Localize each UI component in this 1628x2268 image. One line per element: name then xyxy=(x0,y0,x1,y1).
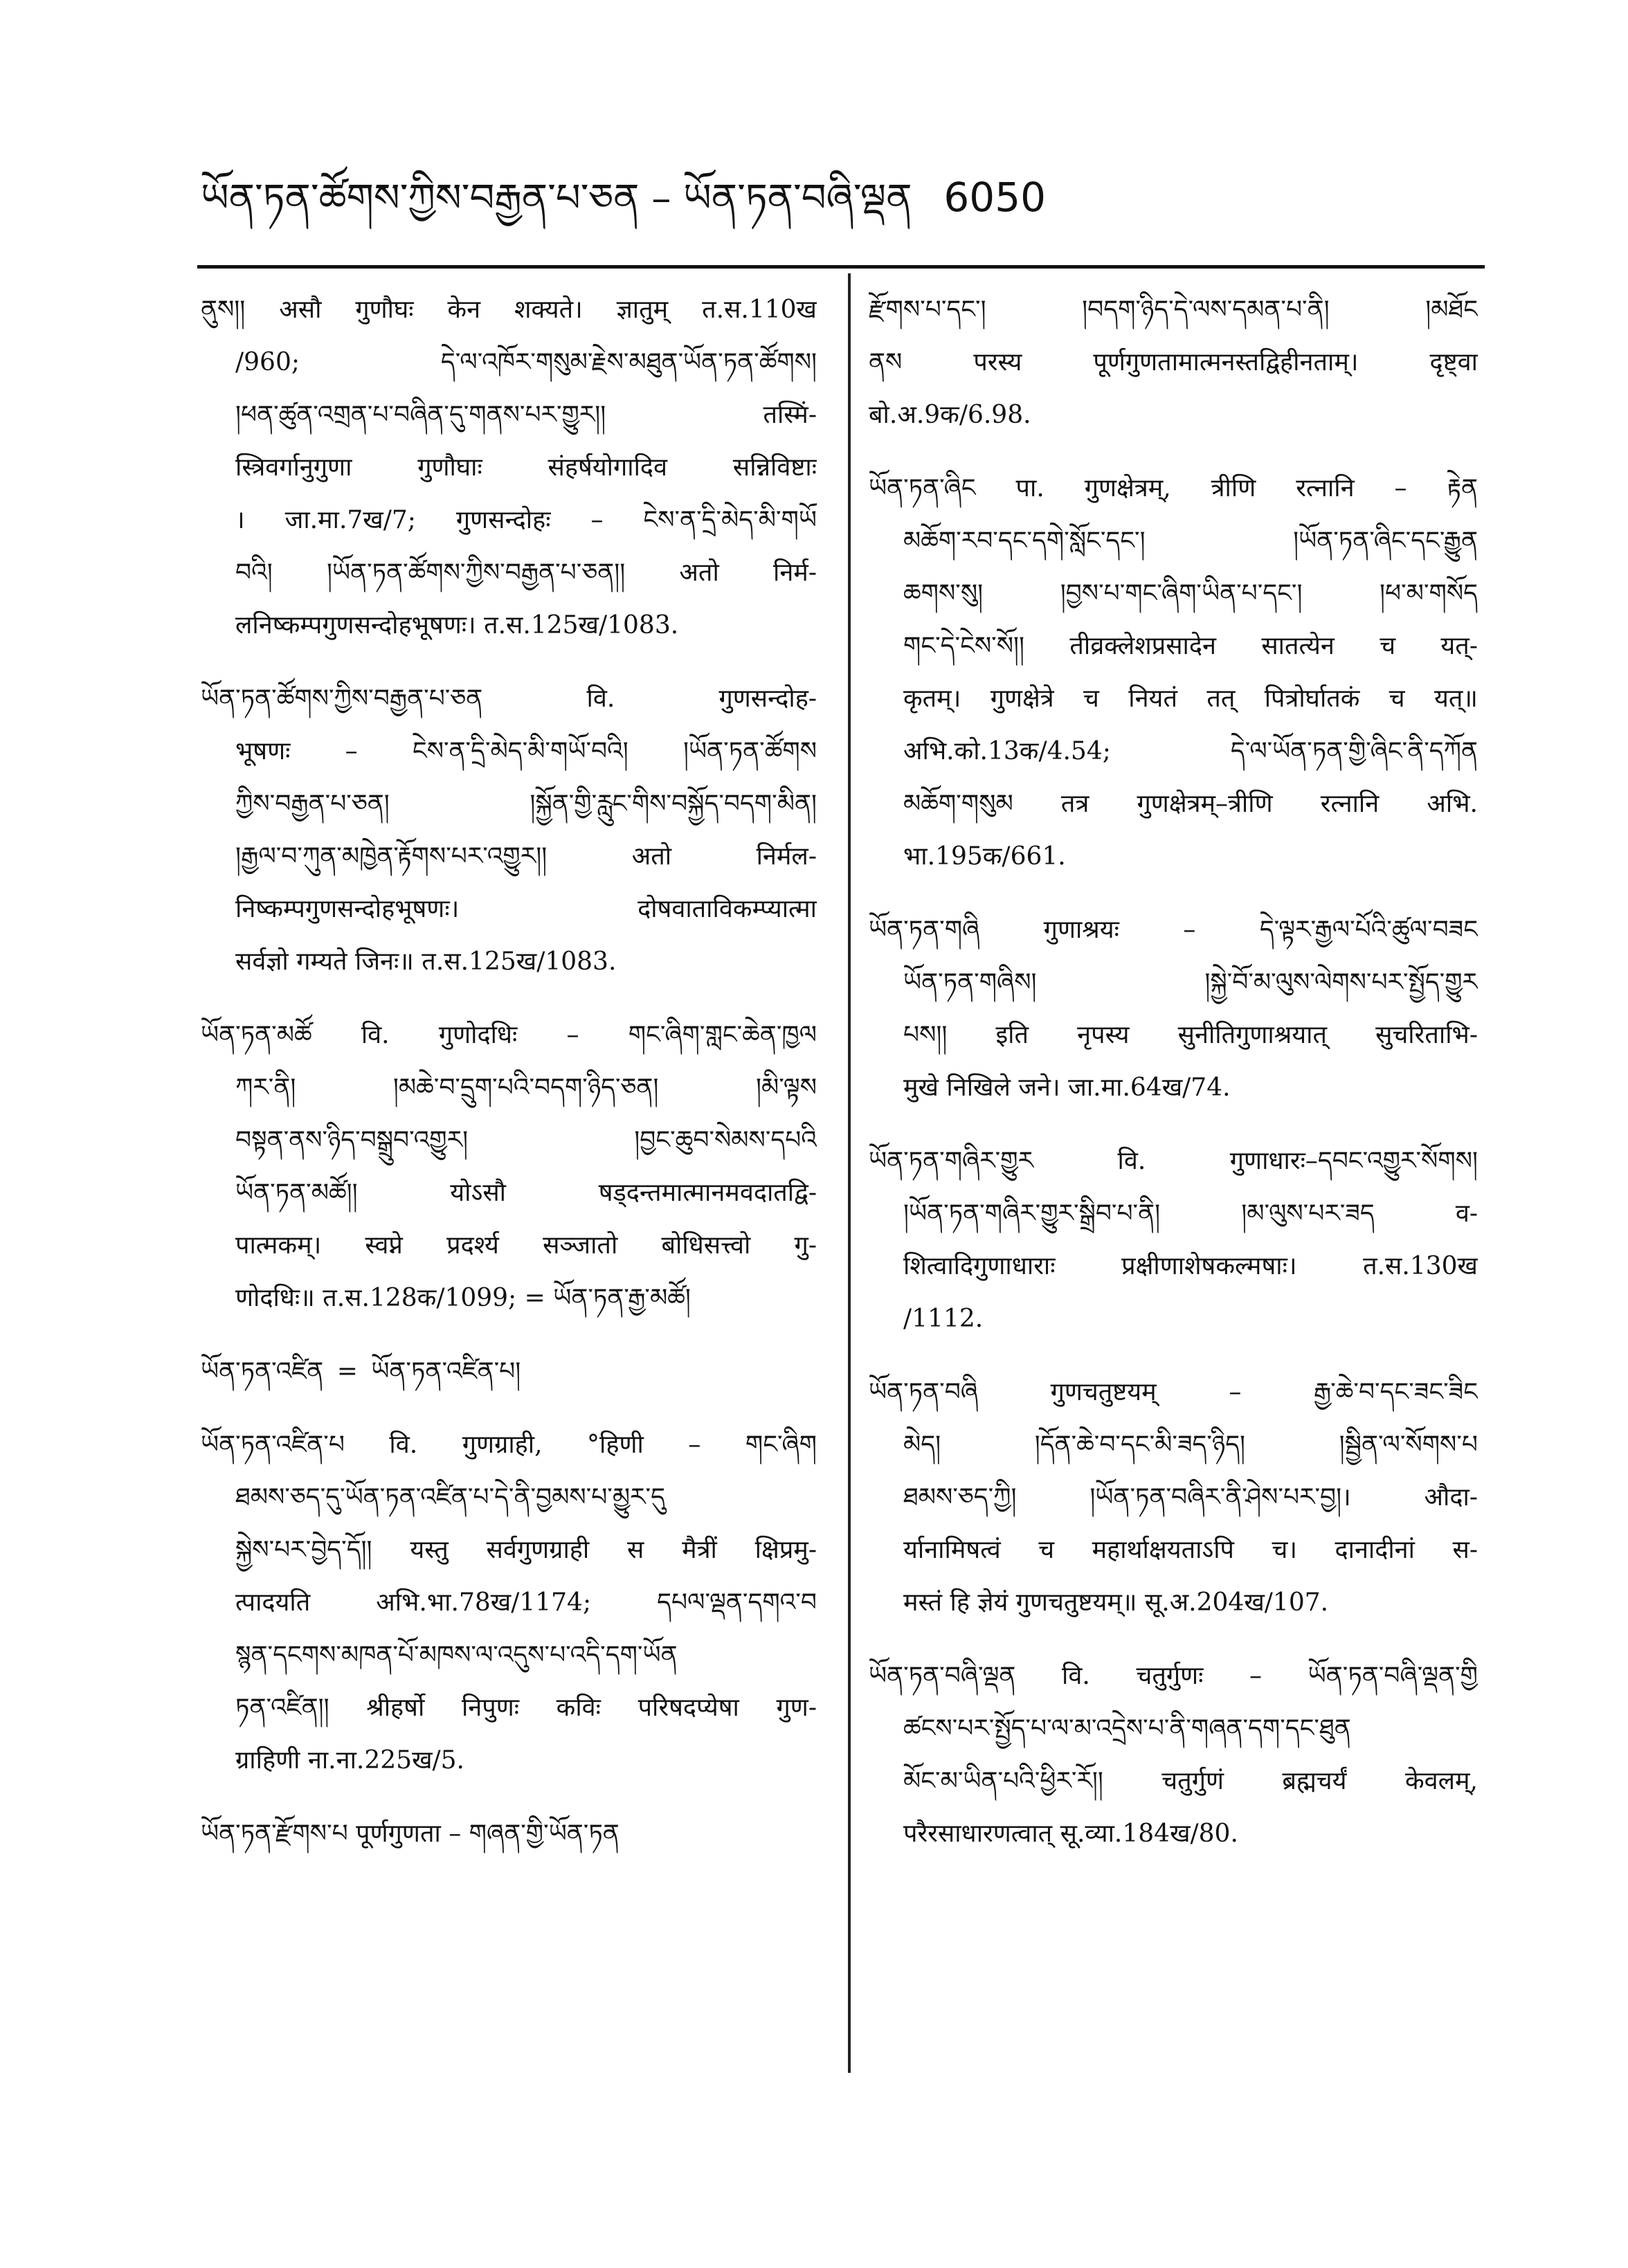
entry-text-line: གང་དེ་ངེས་སོ།། तीव्रक्लेशप्रसादेन सातत्येन च यत्- xyxy=(903,632,1478,660)
entry-text-line: ཀར་ནི། །མཆེ་བ་དྲུག་པའི་བདག་ཉིད་ཅན། །མི་ལྟས xyxy=(235,1073,817,1102)
entry-gap xyxy=(201,652,817,673)
dictionary-entry xyxy=(869,284,1478,442)
entry-gap xyxy=(201,988,817,1009)
entry-text-line: མཆོག་རབ་དང་དགེ་སློང་དང་། །ཡོན་ཏན་ཞིང་དང་རྒྱུན xyxy=(903,527,1478,555)
entry-text-line: र्यानामिषत्वं च महार्थाक्षयताऽपि च। दानादीनां स- xyxy=(903,1536,1478,1564)
entry-text-line: མེད། །དོན་ཆེ་བ་དང་མི་ཟད་ཉིད། །སྦྱིན་ལ་སོགས་པ xyxy=(903,1431,1478,1459)
entry-text-line: རྫོགས་པ་དང་། །བདག་ཉིད་དེ་ལས་དམན་པ་ནི། །མཐོང xyxy=(869,296,1478,324)
entry-text-line: कृतम्। गुणक्षेत्रे च नियतं तत् पित्रोर्घातकं च यत्॥ xyxy=(903,684,1478,713)
entry-text-line: ཐམས་ཅད་ཀྱི། །ཡོན་ཏན་བཞིར་ནི་ཤེས་པར་བྱ།। औदा- xyxy=(903,1483,1478,1512)
entry-headword-line: ཡོན་ཏན་འཛིན་པ वि. गुणग्राही, °हिणी – གང་ཞིག xyxy=(201,1431,817,1459)
entry-headword-line: ཡོན་ཏན་ཞིང पा. गुणक्षेत्रम्, त्रीणि रत्नानि – རྟེན xyxy=(869,474,1478,502)
entry-headword-line: ཡོན་ཏན་ཚོགས་ཀྱིས་བརྒྱན་པ་ཅན वि. गुणसन्दोह- xyxy=(201,684,817,713)
entry-headword-line: ཡོན་ཏན་བཞི་ལྡན वि. चतुर्गुणः – ཡོན་ཏན་བཞི་ལྡན་གྱི xyxy=(869,1662,1478,1690)
left-column xyxy=(201,284,817,1860)
dictionary-entry xyxy=(201,1808,817,1860)
entry-text-line: अभि.को.13क/4.54; དེ་ལ་ཡོན་ཏན་གྱི་ཞིང་ནི་དཀོན xyxy=(903,737,1478,765)
entry-headword-line: ནུས།། असौ गुणौघः केन शक्यते। ज्ञातुम् त.स.110ख xyxy=(201,296,817,324)
entry-text-line: མཆོག་གསུམ तत्र गुणक्षेत्रम्–त्रीणि रत्नानि अभि. xyxy=(903,790,1478,818)
entry-text-line: भा.195क/661. xyxy=(903,842,1066,871)
entry-gap xyxy=(201,1325,817,1345)
dictionary-entry xyxy=(869,1366,1478,1629)
entry-text-line: །རྒྱལ་བ་ཀུན་མཁྱེན་རྟོགས་པར་འགྱུར།། अतो निर्मल- xyxy=(235,842,817,871)
entry-text-line: ཏན་འཛིན།། श्रीहर्षो निपुणः कविः परिषदप्येषा गुण- xyxy=(235,1694,817,1722)
entry-text-line: मुखे निखिले जने। जा.मा.64ख/74. xyxy=(903,1073,1231,1102)
page-number: 6050 xyxy=(943,174,1047,221)
dictionary-entry xyxy=(201,673,817,988)
entry-text-line: ཆགས་སུ། །བྱས་པ་གང་ཞིག་ཡིན་པ་དང་། །ཕ་མ་གསོད xyxy=(903,579,1478,608)
entry-headword-line: ཡོན་ཏན་རྫོགས་པ पूर्णगुणता – གཞན་གྱི་ཡོན་ཏན xyxy=(201,1820,619,1848)
entry-text-line: ग्राहिणी ना.ना.225ख/5. xyxy=(235,1746,464,1775)
dictionary-entry xyxy=(201,1419,817,1787)
entry-text-line: སྙན་དངགས་མཁན་པོ་མཁས་ལ་འདུས་པ་འདི་དག་ཡོན xyxy=(235,1641,678,1669)
dictionary-entry xyxy=(869,462,1478,883)
entry-headword-line: ཡོན་ཏན་བཞི गुणचतुष्टयम् – རྒྱ་ཆེ་བ་དང་ཟང་ཟིང xyxy=(869,1378,1478,1406)
entry-gap xyxy=(201,1787,817,1808)
entry-text-line: /960; དེ་ལ་འཁོར་གསུམ་རྗེས་མཐུན་ཡོན་ཏན་ཚོགས། xyxy=(235,348,817,377)
entry-text-line: परैरसाधारणत्वात् सू.व्या.184ख/80. xyxy=(903,1820,1238,1848)
entry-headword-line: ཡོན་ཏན་འཛིན = ཡོན་ཏན་འཛིན་པ། xyxy=(201,1357,521,1386)
entry-gap xyxy=(869,1345,1478,1366)
dictionary-entry xyxy=(869,1650,1478,1860)
entry-headword-line: ཡོན་ཏན་མཚོ वि. गुणोदधिः – གང་ཞིག་གླང་ཆེན་ཁྱལ xyxy=(201,1021,817,1049)
entry-gap xyxy=(201,1398,817,1419)
entry-text-line: लनिष्कम्पगुणसन्दोहभूषणः। त.स.125ख/1083. xyxy=(235,611,679,639)
entry-text-line: །ཕན་ཚུན་འགྲན་པ་བཞིན་དུ་གནས་པར་གྱུར།། तस्मिं- xyxy=(235,401,817,429)
entry-text-line: । जा.मा.7ख/7; गुणसन्दोहः – ངེས་ན་དྲི་མེད་མི་གཡོ xyxy=(235,506,817,534)
column-divider xyxy=(848,273,851,2073)
page-header xyxy=(201,156,1308,239)
entry-text-line: त्पादयति अभि.भा.78ख/1174; དཔལ་ལྡན་དགའ་བ xyxy=(235,1588,817,1617)
entry-text-line: ཡོན་ཏན་གཞིས། །སྐྱེ་བོ་མ་ལུས་ལེགས་པར་སྤྱོད་གྱུར xyxy=(903,968,1478,997)
entry-text-line: सर्वज्ञो गम्यते जिनः॥ त.स.125ख/1083. xyxy=(235,947,617,976)
right-column xyxy=(869,284,1478,1860)
entry-text-line: भूषणः – ངེས་ན་དྲི་མེད་མི་གཡོ་བའི། །ཡོན་ཏན་ཚོགས xyxy=(235,737,817,765)
entry-text-line: निष्कम्पगुणसन्दोहभूषणः। दोषवाताविकम्प्यात्मा xyxy=(235,895,817,923)
entry-text-line: ཚངས་པར་སྤྱོད་པ་ལ་མ་འདྲེས་པ་ནི་གཞན་དག་དང་ཐུན xyxy=(903,1714,1351,1743)
entry-gap xyxy=(869,883,1478,904)
entry-text-line: ཐམས་ཅད་དུ་ཡོན་ཏན་འཛིན་པ་དེ་ནི་བྱམས་པ་མྱུར་དུ xyxy=(235,1483,665,1512)
entry-text-line: /1112. xyxy=(903,1305,984,1333)
dictionary-entry xyxy=(201,1009,817,1325)
dictionary-entry xyxy=(201,284,817,652)
entry-text-line: །ཡོན་ཏན་གཞིར་གྱུར་སྒྲིབ་པ་ནི། །མ་ལུས་པར་ཟད व- xyxy=(903,1199,1478,1228)
entry-text-line: པས།། इति नृपस्य सुनीतिगुणाश्रयात् सुचरिताभि- xyxy=(903,1021,1478,1049)
entry-text-line: སྐྱེས་པར་བྱེད་དོ།། यस्तु सर्वगुणग्राही स मैत्रीं क्षिप्रमु- xyxy=(235,1536,817,1564)
entry-text-line: पात्मकम्। स्वप्ने प्रदर्श्य सञ्जातो बोधिसत्त्वो गु- xyxy=(235,1231,817,1260)
entry-text-line: शित्वादिगुणाधाराः प्रक्षीणाशेषकल्मषाः। त.स.130ख xyxy=(903,1252,1478,1280)
entry-text-line: ཡོན་ཏན་མཚོ།། योऽसौ षड्दन्तमात्मानमवदातद्वि- xyxy=(235,1179,817,1207)
dictionary-entry xyxy=(869,904,1478,1114)
entry-text-line: स्त्रिवर्गानुगुणा गुणौघाः संहर्षयोगादिव सन्निविष्टाः xyxy=(235,453,817,482)
entry-headword-line: ཡོན་ཏན་གཞི गुणाश्रयः – དེ་ལྟར་རྒྱལ་པོའི་ཚུལ་བཟང xyxy=(869,916,1478,944)
entry-text-line: बो.अ.9क/6.98. xyxy=(869,401,1031,429)
entry-text-line: णोदधिः॥ त.स.128क/1099; = ཡོན་ཏན་རྒྱ་མཚོ། xyxy=(235,1284,691,1312)
header-entry-range: ཡོན་ཏན་ཚོགས་ཀྱིས་བརྒྱན་པ་ཅན – ཡོན་ཏན་བཞི་ལྡན xyxy=(201,176,912,221)
entry-gap xyxy=(869,1114,1478,1135)
header-rule xyxy=(197,265,1485,269)
entry-text-line: བའི། །ཡོན་ཏན་ཚོགས་ཀྱིས་བརྒྱན་པ་ཅན།། अतो निर्म- xyxy=(235,559,817,587)
entry-gap xyxy=(869,1629,1478,1650)
entry-text-line: मस्तं हि ज्ञेयं गुणचतुष्टयम्॥ सू.अ.204ख/107. xyxy=(903,1588,1329,1617)
entry-gap xyxy=(869,442,1478,462)
dictionary-entry xyxy=(201,1345,817,1398)
dictionary-entry xyxy=(869,1135,1478,1345)
entry-text-line: ཀྱིས་བརྒྱན་པ་ཅན། །སྐྱོན་གྱི་རླུང་གིས་བསྐྱོད་བདག་མིན། xyxy=(235,790,817,818)
entry-text-line: ནས परस्य पूर्णगुणतामात्मनस्तद्विहीनताम्। दृष्ट्वा xyxy=(869,348,1478,377)
entry-text-line: མོང་མ་ཡིན་པའི་ཕྱིར་རོ།། चतुर्गुणं ब्रह्मचर्यं केवलम्, xyxy=(903,1767,1478,1795)
entry-headword-line: ཡོན་ཏན་གཞིར་གྱུར वि. गुणाधारः–དབང་འགྱུར་སོགས། xyxy=(869,1147,1478,1175)
entry-text-line: བསྟན་ནས་ཉིད་བསྒྲུབ་འགྱུར། །བྱང་ཆུབ་སེམས་དཔའི xyxy=(235,1126,817,1154)
